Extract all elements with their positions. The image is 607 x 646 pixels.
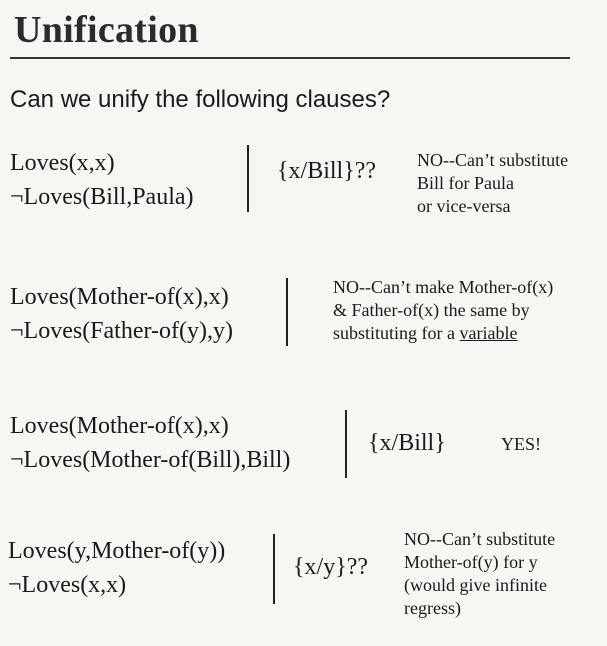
verdict: YES! bbox=[501, 434, 541, 454]
page-title: Unification bbox=[14, 9, 199, 51]
separator-bar bbox=[247, 145, 249, 212]
substitution: {x/Bill} bbox=[368, 430, 446, 456]
substitution: {x/y}?? bbox=[293, 554, 369, 580]
substitution: {x/Bill}?? bbox=[277, 158, 377, 184]
clause-negated: ¬Loves(Bill,Paula) bbox=[10, 184, 194, 210]
note-line: NO--Can’t substitute bbox=[417, 150, 569, 170]
separator-bar bbox=[286, 278, 288, 346]
note-text: substituting for a bbox=[333, 323, 460, 343]
separator-bar bbox=[345, 410, 347, 478]
note-line: (would give infinite bbox=[404, 575, 547, 595]
clause-2 bbox=[10, 280, 233, 348]
underlined-word: variable bbox=[459, 323, 518, 343]
note-line: Mother-of(y) for y bbox=[404, 552, 538, 572]
clause-positive: Loves(Mother-of(x),x) bbox=[10, 413, 229, 439]
clause-positive: Loves(y,Mother-of(y)) bbox=[8, 538, 226, 564]
clause-negated: ¬Loves(Father-of(y),y) bbox=[10, 318, 233, 344]
clause-4 bbox=[8, 534, 225, 602]
clause-positive: Loves(x,x) bbox=[10, 150, 115, 176]
question-heading: Can we unify the following clauses? bbox=[10, 86, 391, 113]
clause-1 bbox=[10, 146, 194, 214]
note-line bbox=[333, 322, 553, 345]
note-line: & Father-of(x) the same by bbox=[333, 300, 530, 320]
note-line: NO--Can’t substitute bbox=[404, 529, 556, 549]
explanation-note bbox=[404, 528, 555, 620]
note-line: Bill for Paula bbox=[417, 173, 514, 193]
clause-positive: Loves(Mother-of(x),x) bbox=[10, 284, 229, 310]
note-line: or vice-versa bbox=[417, 196, 511, 216]
note-line: regress) bbox=[404, 598, 461, 618]
clause-negated: ¬Loves(x,x) bbox=[8, 572, 127, 598]
title-divider bbox=[10, 57, 570, 59]
separator-bar bbox=[273, 534, 275, 604]
clause-3 bbox=[10, 409, 290, 477]
note-line: NO--Can’t make Mother-of(x) bbox=[333, 277, 554, 297]
clause-negated: ¬Loves(Mother-of(Bill),Bill) bbox=[10, 447, 291, 473]
explanation-note bbox=[333, 276, 553, 345]
explanation-note bbox=[417, 149, 568, 218]
